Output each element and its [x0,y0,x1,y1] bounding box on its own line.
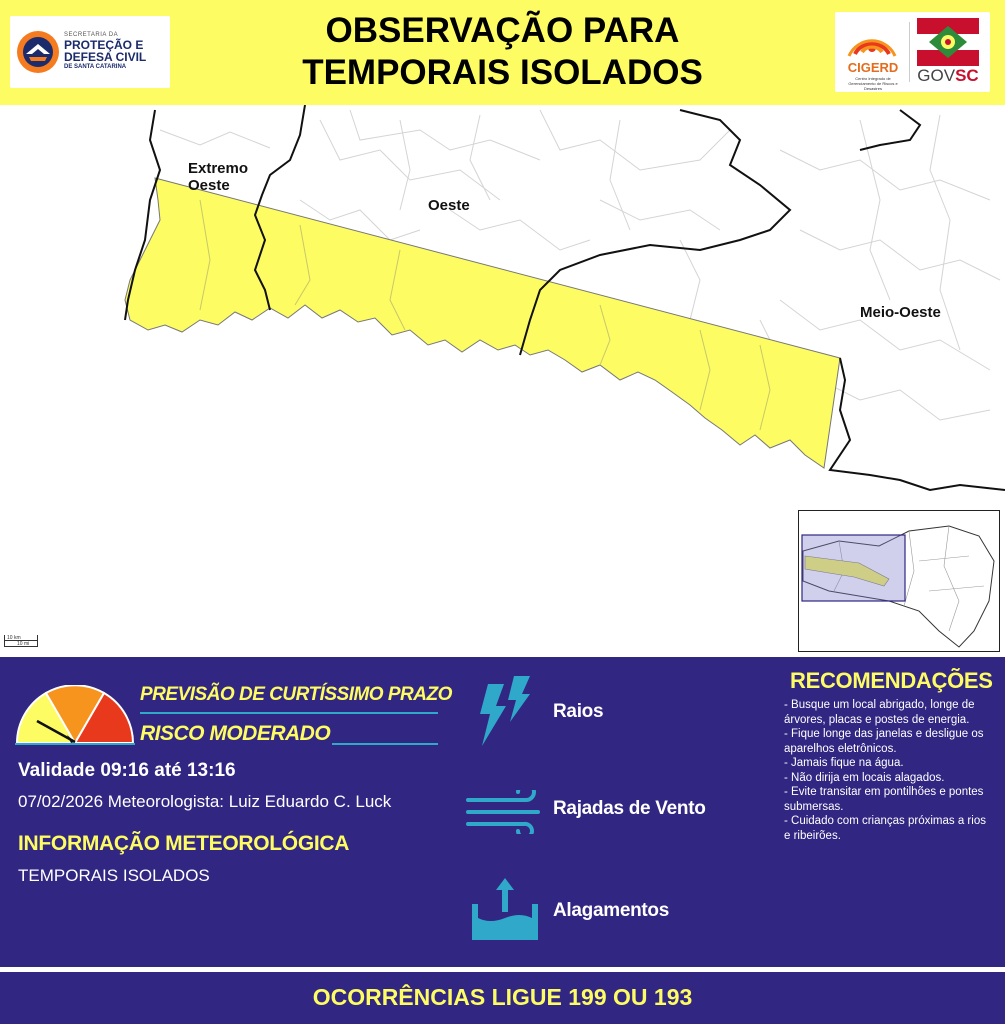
risk-level-label: RISCO MODERADO [140,722,331,745]
title-line-1: OBSERVAÇÃO PARA [325,11,680,50]
locator-inset-map [798,510,1000,652]
recommendation-item: - Cuidado com crianças próximas a rios e ribeirões. [784,815,986,842]
region-label-meio-oeste: Meio-Oeste [860,304,941,321]
govsc-label [915,66,981,86]
logo-santa-catarina-label: DE SANTA CATARINA [64,64,127,70]
govsc-prefix: GOV [917,66,956,85]
recommendation-item: - Jamais fique na água. [784,757,904,769]
scale-km: 10 km [4,635,38,641]
region-label-extremo-oeste [188,160,248,194]
scale-mi: 10 mi [4,641,38,647]
region-label-extremo: Extremo [188,160,249,177]
forecast-type-label: PREVISÃO DE CURTÍSSIMO PRAZO [140,684,452,705]
inset-map-graphic [799,511,998,650]
logo-secretaria-label: SECRETARIA DA [64,32,119,38]
logo-protecao-label: PROTEÇÃO E [64,38,144,52]
region-label-oeste: Oeste [428,197,470,214]
defesa-civil-emblem-icon [16,30,60,74]
cigerd-label: CIGERD [847,60,899,75]
logo-divider [909,22,910,82]
cigerd-subtitle: Centro Integrado de Gerenciamento de Riscos e Desastres [848,76,898,91]
recommendations-title: RECOMENDAÇÕES [790,668,993,693]
recommendation-item: - Não dirija em locais alagados. [784,771,945,784]
risk-gauge-icon [15,685,135,745]
info-text: TEMPORAIS ISOLADOS [18,866,210,885]
partner-logos [835,12,990,92]
region-label-extremo-oeste-2: Oeste [188,177,230,194]
forecast-divider [140,712,438,714]
wind-icon [466,790,548,834]
hazard-label-raios: Raios [553,701,604,722]
recommendation-item: - Fique longe das janelas e desligue os aparelhos eletrônicos. [784,728,984,755]
hazard-label-rajadas: Rajadas de Vento [553,798,706,819]
hazard-label-alagamentos: Alagamentos [553,900,670,921]
recommendations-list [784,698,994,843]
logo-defesa-civil-label: DEFESA CIVIL [64,50,147,64]
page-title [200,10,805,94]
meteorologist-text: 07/02/2026 Meteorologista: Luiz Eduardo C. Luck [18,792,392,811]
lightning-icon [474,676,534,748]
recommendation-item: - Evite transitar em pontilhões e pontes submersas. [784,786,984,813]
alert-area-polygon [125,178,840,468]
validity-text: Validade 09:16 até 13:16 [18,760,236,781]
recommendation-item: - Busque um local abrigado, longe de árvores, placas e postes de energia. [784,699,975,726]
header-bar [0,0,1005,105]
map-scale [4,635,38,653]
defesa-civil-logo [10,16,170,88]
santa-catarina-flag-icon [917,18,979,66]
govsc-suffix: SC [955,66,979,85]
alert-map [0,105,1005,657]
title-line-2: TEMPORAIS ISOLADOS [302,53,703,92]
info-title: INFORMAÇÃO METEOROLÓGICA [18,832,350,855]
gauge-underline [15,743,135,745]
risk-divider [332,743,438,745]
cigerd-signal-icon [845,20,899,60]
flood-icon [470,876,540,942]
emergency-numbers-text: OCORRÊNCIAS LIGUE 199 OU 193 [312,984,693,1010]
